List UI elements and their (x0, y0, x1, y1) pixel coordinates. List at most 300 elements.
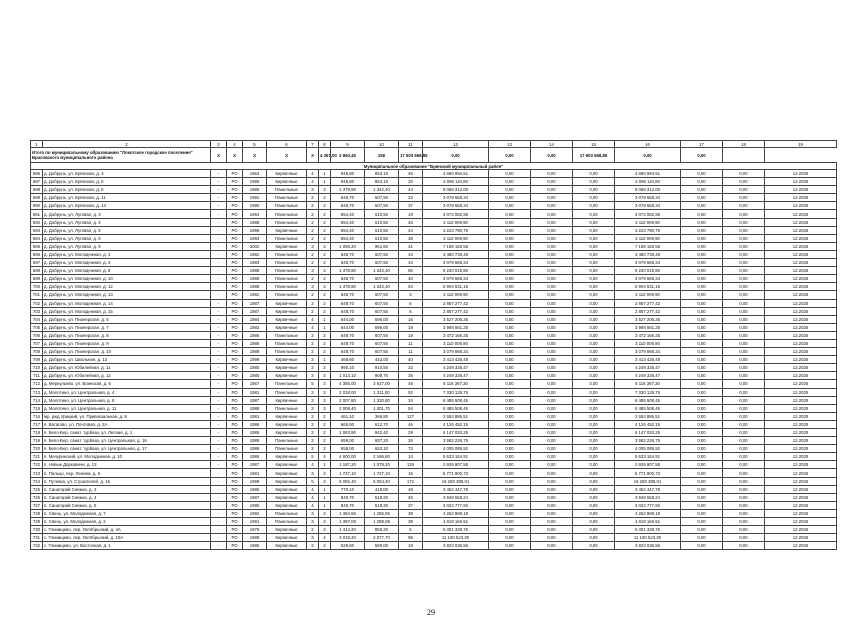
table-cell: 0,00 (531, 186, 573, 194)
table-cell: 0,00 (489, 356, 531, 364)
table-cell: 2 (307, 299, 319, 307)
table-cell: 2 (307, 445, 319, 453)
table-cell: 3 079 668,34 (423, 348, 489, 356)
table-cell: 98 (399, 534, 423, 542)
table-cell: 45 (399, 380, 423, 388)
table-cell: 3 413 425,49 (615, 356, 681, 364)
table-cell: 0,00 (573, 372, 615, 380)
table-row (31, 396, 837, 404)
table-cell: 2 857 277,42 (615, 307, 681, 315)
table-cell: 990,10 (331, 364, 365, 372)
table-row (31, 186, 837, 194)
table-cell: 18 (399, 331, 423, 339)
table-cell: 12.2025 (765, 170, 837, 178)
address-cell: п. Санаторий Снежка, д. 5 (43, 501, 211, 509)
table-cell: 2 (319, 445, 331, 453)
table-cell: 4 005 085,92 (423, 445, 489, 453)
table-cell: - (211, 453, 227, 461)
table-cell: 716 (31, 412, 43, 420)
table-cell: 0,00 (573, 242, 615, 250)
table-cell: 0,00 (531, 267, 573, 275)
table-cell: 607,50 (365, 331, 399, 339)
table-cell: 3 452 447,78 (615, 485, 681, 493)
table-cell: 0,00 (489, 501, 531, 509)
table-cell: 0,00 (531, 275, 573, 283)
table-cell: 0,00 (573, 485, 615, 493)
table-cell: 16 (399, 315, 423, 323)
table-cell: 653,10 (365, 445, 399, 453)
table-cell: 3 079 668,34 (423, 275, 489, 283)
address-cell: д. Добрунь, ул. Молодежная, д. 10 (43, 275, 211, 283)
table-cell: 0,00 (573, 412, 615, 420)
table-cell: 731 (31, 534, 43, 542)
table-cell: 5 (307, 380, 319, 388)
table-cell: РО (227, 526, 243, 534)
total-cell (723, 148, 765, 163)
table-cell: 692 (31, 218, 43, 226)
total-cell: X (227, 148, 243, 163)
table-cell: 1 330,80 (365, 396, 399, 404)
table-cell: Панельные (267, 518, 307, 526)
table-row (31, 178, 837, 186)
table-cell: 719 (31, 437, 43, 445)
table-cell: 0,00 (489, 542, 531, 550)
table-row (31, 283, 837, 291)
table-cell: 0,00 (573, 364, 615, 372)
table-cell: 1995 (243, 178, 267, 186)
table-cell: 0,00 (681, 170, 723, 178)
table-cell: - (211, 429, 227, 437)
table-cell: 2 (319, 210, 331, 218)
table-cell: - (211, 526, 227, 534)
table-cell: 3 527 206,35 (423, 315, 489, 323)
table-cell: - (211, 210, 227, 218)
table-cell: 3 (319, 518, 331, 526)
table-cell: 0,00 (681, 412, 723, 420)
table-cell: 1 342,40 (365, 283, 399, 291)
table-cell: 0,00 (573, 526, 615, 534)
table-cell: 12.2025 (765, 380, 837, 388)
table-cell: - (211, 437, 227, 445)
table-cell: 0,00 (723, 307, 765, 315)
table-cell: 0,00 (531, 469, 573, 477)
table-cell: 908,70 (365, 372, 399, 380)
address-cell: д. Добрунь, ул. Луговая, д. 4 (43, 218, 211, 226)
table-cell: - (211, 396, 227, 404)
table-cell: 15 260 385,01 (615, 477, 681, 485)
table-cell: 0,00 (723, 194, 765, 202)
table-cell: Кирпичные (267, 364, 307, 372)
table-cell: 1996 (243, 226, 267, 234)
table-cell: 19 (399, 542, 423, 550)
table-cell: - (211, 242, 227, 250)
table-cell: РО (227, 453, 243, 461)
table-row (31, 477, 837, 485)
table-cell: 172 (399, 477, 423, 485)
table-cell: 0,00 (489, 364, 531, 372)
table-cell: 648,70 (331, 202, 365, 210)
table-cell: 0,00 (573, 331, 615, 339)
table-cell: 732 (31, 542, 43, 550)
table-cell: 2 926 907,55 (615, 461, 681, 469)
table-cell: 8 116 367,30 (615, 380, 681, 388)
table-cell: Кирпичные (267, 412, 307, 420)
table-cell: 0,00 (489, 526, 531, 534)
table-cell: 0,00 (681, 323, 723, 331)
table-cell: 0,00 (681, 226, 723, 234)
table-cell: Кирпичные (267, 501, 307, 509)
table-cell: 0,00 (573, 283, 615, 291)
table-row (31, 404, 837, 412)
address-cell: д. Добрунь, ул. Пионерская, д. 8 (43, 331, 211, 339)
table-cell: РО (227, 218, 243, 226)
table-cell: 38 (399, 509, 423, 517)
table-cell: 12.2025 (765, 259, 837, 267)
table-cell: Панельные (267, 445, 307, 453)
table-cell: 0,00 (531, 323, 573, 331)
address-cell: п. Мичуринский, ул. Молодежная, д. 10 (43, 453, 211, 461)
total-cell: X (211, 148, 227, 163)
address-cell: с. Глинищево, пер. Октябрьский, д. 4А (43, 526, 211, 534)
table-cell: РО (227, 485, 243, 493)
table-cell: 0,00 (489, 388, 531, 396)
table-cell: 1982 (243, 323, 267, 331)
table-cell: 0,00 (723, 493, 765, 501)
table-cell: 580,00 (365, 542, 399, 550)
table-cell: 4 126 452,15 (423, 420, 489, 428)
table-cell: 3 (319, 509, 331, 517)
table-cell: 3 (319, 372, 331, 380)
table-cell: 2 (307, 275, 319, 283)
table-cell: 1 058,20 (331, 242, 365, 250)
table-cell: 0,00 (573, 299, 615, 307)
table-cell: РО (227, 501, 243, 509)
table-cell: 5 633 164,91 (423, 453, 489, 461)
table-cell: 1 063,90 (331, 429, 365, 437)
table-cell: 29 (399, 429, 423, 437)
table-cell: 44 (399, 226, 423, 234)
table-row (31, 275, 837, 283)
table-cell: 1992 (243, 194, 267, 202)
table-cell: 2 (307, 364, 319, 372)
table-cell: 3 110 009,90 (615, 234, 681, 242)
table-cell: 40 (399, 356, 423, 364)
table-cell: 0,00 (573, 218, 615, 226)
table-cell: 2 (319, 420, 331, 428)
table-cell: 0,00 (489, 534, 531, 542)
table-row (31, 412, 837, 420)
table-cell: 942,40 (365, 429, 399, 437)
total-cell: 0,00 (615, 148, 681, 163)
table-cell: 607,50 (365, 291, 399, 299)
table-cell: 2 (307, 526, 319, 534)
table-cell: 1982 (243, 291, 267, 299)
table-cell: 0,00 (531, 542, 573, 550)
table-cell: 0,00 (531, 234, 573, 242)
table-cell: 2 857 277,42 (423, 299, 489, 307)
table-cell: 0,00 (489, 461, 531, 469)
table-row (31, 437, 837, 445)
table-cell: Кирпичные (267, 372, 307, 380)
table-cell: 0,00 (489, 210, 531, 218)
table-cell: 0,00 (681, 210, 723, 218)
table-cell: 0,00 (573, 315, 615, 323)
table-cell: 52 (399, 388, 423, 396)
table-cell: Панельные (267, 404, 307, 412)
table-cell: - (211, 186, 227, 194)
table-cell: 0,00 (681, 429, 723, 437)
table-cell: 3 472 166,25 (423, 331, 489, 339)
table-cell: 1990 (243, 202, 267, 210)
total-cell: 0,00 (531, 148, 573, 163)
table-cell: 0,00 (489, 218, 531, 226)
table-cell: 1 378,90 (331, 283, 365, 291)
table-cell: РО (227, 178, 243, 186)
housing-register-table (30, 140, 837, 550)
table-cell: 0,00 (489, 404, 531, 412)
table-cell: РО (227, 210, 243, 218)
table-cell: 5 (307, 453, 319, 461)
table-cell: 2 (319, 412, 331, 420)
table-cell: 0,00 (573, 194, 615, 202)
table-cell: 12.2025 (765, 437, 837, 445)
table-cell: 6 147 020,25 (423, 429, 489, 437)
table-cell: 657,20 (365, 437, 399, 445)
table-cell: РО (227, 194, 243, 202)
table-cell: 1 289,08 (365, 518, 399, 526)
table-cell: - (211, 218, 227, 226)
municipality-total-row (31, 148, 837, 163)
table-cell: РО (227, 509, 243, 517)
table-cell: 0,00 (573, 186, 615, 194)
table-cell: 0,00 (531, 461, 573, 469)
table-cell: Кирпичные (267, 226, 307, 234)
table-cell: 0,00 (723, 283, 765, 291)
table-row (31, 420, 837, 428)
table-cell: - (211, 461, 227, 469)
table-cell: 1 187,20 (331, 461, 365, 469)
table-cell: 0,00 (723, 437, 765, 445)
table-cell: 3 (319, 404, 331, 412)
table-cell: 1983 (243, 259, 267, 267)
column-number-cell: 11 (399, 141, 423, 148)
table-cell: 468,60 (331, 356, 365, 364)
table-cell: - (211, 275, 227, 283)
table-cell: 1991 (243, 518, 267, 526)
table-cell: 3 472 166,25 (615, 331, 681, 339)
table-cell: 3 (307, 242, 319, 250)
table-cell: 54 (399, 404, 423, 412)
table-cell: 607,50 (365, 194, 399, 202)
column-number-cell: 10 (365, 141, 399, 148)
table-cell: 12.2025 (765, 194, 837, 202)
table-cell: РО (227, 445, 243, 453)
table-cell: 49 (399, 485, 423, 493)
table-cell: - (211, 509, 227, 517)
table-cell: 12.2025 (765, 331, 837, 339)
table-row (31, 267, 837, 275)
table-cell: 910,50 (365, 364, 399, 372)
table-cell: Панельные (267, 210, 307, 218)
table-cell: 0,00 (573, 542, 615, 550)
table-cell: 3 527 206,35 (615, 315, 681, 323)
table-cell: 0,00 (723, 218, 765, 226)
table-cell: 2 (319, 194, 331, 202)
table-cell: 1978 (243, 526, 267, 534)
table-cell: 12.2025 (765, 396, 837, 404)
table-cell: 2 (319, 299, 331, 307)
table-cell: 0,00 (573, 445, 615, 453)
table-cell: 1986 (243, 485, 267, 493)
table-cell: 6 220 019,80 (615, 267, 681, 275)
table-cell: 0,00 (573, 380, 615, 388)
table-cell: Панельные (267, 259, 307, 267)
table-cell: Панельные (267, 388, 307, 396)
table-cell: 853,10 (365, 178, 399, 186)
table-row (31, 307, 837, 315)
table-cell: РО (227, 469, 243, 477)
table-cell: 7 168 183,55 (423, 242, 489, 250)
table-cell: 0,00 (531, 420, 573, 428)
table-cell: 2 (319, 307, 331, 315)
address-cell: мр. ржд Урицкий, ул. Привокзальная, д. 8 (43, 412, 211, 420)
table-cell: 0,00 (489, 348, 531, 356)
table-cell: 12.2025 (765, 477, 837, 485)
table-cell: 3 998 561,25 (615, 323, 681, 331)
table-cell: 0,00 (681, 283, 723, 291)
table-cell: 0,00 (723, 291, 765, 299)
table-cell: 12.2025 (765, 526, 837, 534)
table-cell: 3 079 668,34 (615, 202, 681, 210)
table-cell: 1967 (243, 380, 267, 388)
table-cell: 12.2025 (765, 388, 837, 396)
table-cell: 1985 (243, 542, 267, 550)
table-cell: 0,00 (489, 493, 531, 501)
table-cell: 607,50 (365, 307, 399, 315)
table-cell: 11 150 523,30 (615, 534, 681, 542)
table-cell: 12.2025 (765, 226, 837, 234)
table-cell: 3 079 668,34 (615, 194, 681, 202)
table-cell: 658,00 (331, 437, 365, 445)
table-cell: - (211, 348, 227, 356)
table-cell: Панельные (267, 267, 307, 275)
table-cell: 0,00 (573, 388, 615, 396)
table-cell: 0,00 (489, 485, 531, 493)
table-cell: 0,00 (489, 429, 531, 437)
table-cell: 11 (399, 339, 423, 347)
address-cell: д. Добрунь, ул. Молодежная, д. 1 (43, 250, 211, 258)
table-cell: 4 680 994,51 (615, 170, 681, 178)
table-cell: - (211, 445, 227, 453)
address-cell: д. Добрунь, ул. Брянская, д. 13 (43, 202, 211, 210)
table-cell: - (211, 469, 227, 477)
address-cell: д. Молотино, ул. Центральная, д. 9 (43, 396, 211, 404)
table-cell: 0,00 (723, 315, 765, 323)
table-cell: 648,70 (331, 250, 365, 258)
table-cell: 4 (307, 178, 319, 186)
table-cell: 12.2025 (765, 250, 837, 258)
table-cell: 0,00 (489, 267, 531, 275)
table-cell: 2 (307, 420, 319, 428)
table-cell: 4 385,00 (331, 380, 365, 388)
table-cell: 2 (307, 218, 319, 226)
table-cell: Панельные (267, 194, 307, 202)
table-cell: 2 (319, 339, 331, 347)
table-cell: 654,40 (331, 234, 365, 242)
table-cell: 0,00 (681, 453, 723, 461)
table-cell: 629,60 (331, 542, 365, 550)
table-cell: Панельные (267, 218, 307, 226)
table-cell: 0,00 (531, 404, 573, 412)
table-cell: 1 379,90 (331, 186, 365, 194)
table-cell: 0,00 (723, 453, 765, 461)
table-cell: - (211, 420, 227, 428)
table-cell: 2 (307, 339, 319, 347)
table-cell: 6 301 328,75 (423, 526, 489, 534)
table-cell: 3 (307, 356, 319, 364)
table-cell: Панельные (267, 283, 307, 291)
table-cell: - (211, 250, 227, 258)
table-cell: 0,00 (531, 493, 573, 501)
table-cell: 0,00 (489, 380, 531, 388)
column-number-cell: 19 (765, 141, 837, 148)
table-cell: 1988 (243, 218, 267, 226)
table-cell: - (211, 372, 227, 380)
table-cell: 0,00 (723, 364, 765, 372)
table-cell: 0,00 (681, 234, 723, 242)
table-row (31, 323, 837, 331)
table-cell: 0,00 (531, 307, 573, 315)
table-cell: 0,00 (573, 178, 615, 186)
table-cell: 0,00 (681, 493, 723, 501)
table-cell: Кирпичные (267, 299, 307, 307)
table-cell: 1981 (243, 412, 267, 420)
table-cell: 0,00 (723, 323, 765, 331)
table-cell: 3 413 425,49 (423, 356, 489, 364)
table-cell: 610,50 (365, 234, 399, 242)
table-cell: 1999 (243, 477, 267, 485)
table-cell: 1 397,08 (331, 518, 365, 526)
column-number-cell: 9 (331, 141, 365, 148)
table-cell: 4 249 335,47 (423, 364, 489, 372)
table-cell: 0,00 (723, 501, 765, 509)
table-cell: - (211, 356, 227, 364)
total-cell: 3 860,45 (331, 148, 365, 163)
table-cell: 1984 (243, 315, 267, 323)
table-cell: 0,00 (723, 542, 765, 550)
table-cell: РО (227, 299, 243, 307)
table-cell: 648,70 (331, 194, 365, 202)
table-cell: 12.2025 (765, 509, 837, 517)
table-cell: 648,70 (331, 291, 365, 299)
table-cell: 0,00 (723, 445, 765, 453)
table-cell: 4 (319, 453, 331, 461)
table-cell: РО (227, 372, 243, 380)
table-cell: 3 (307, 283, 319, 291)
table-cell: 12.2025 (765, 202, 837, 210)
table-cell: 1 286,55 (365, 509, 399, 517)
table-cell: 0,00 (489, 242, 531, 250)
table-cell: 0,00 (723, 404, 765, 412)
table-cell: 607,50 (365, 250, 399, 258)
table-cell: 2 008,40 (331, 404, 365, 412)
table-row (31, 242, 837, 250)
table-cell: 3 079 668,34 (615, 348, 681, 356)
table-cell: 5 (399, 526, 423, 534)
table-cell: 4 (307, 501, 319, 509)
table-cell: 702 (31, 299, 43, 307)
table-cell: 0,00 (681, 396, 723, 404)
